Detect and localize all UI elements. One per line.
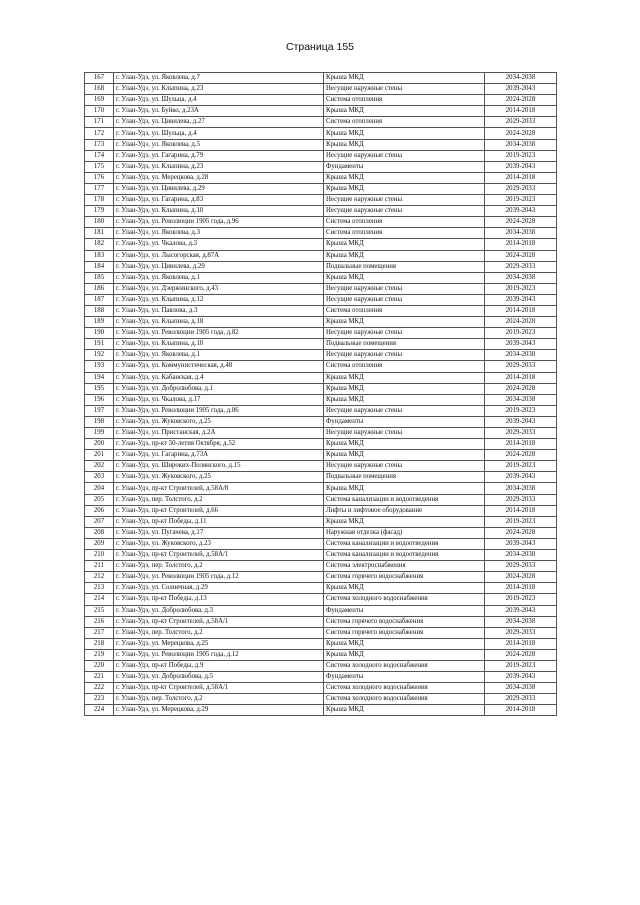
period-cell: 2024-2028 <box>485 317 557 328</box>
table-row <box>85 73 557 84</box>
table-row <box>85 317 557 328</box>
address-cell: г. Улан-Удэ, пр-кт Строителей, д.58А/1 <box>114 616 324 627</box>
address-cell: г. Улан-Удэ, ул. Яковлева, д.7 <box>114 73 324 84</box>
period-cell: 2024-2028 <box>485 383 557 394</box>
table-row <box>85 516 557 527</box>
row-number-cell: 196 <box>85 394 114 405</box>
period-cell: 2039-2043 <box>485 161 557 172</box>
table-row <box>85 561 557 572</box>
table-row <box>85 328 557 339</box>
address-cell: г. Улан-Удэ, пр-кт Строителей, д.58А/8 <box>114 483 324 494</box>
period-cell: 2019-2023 <box>485 594 557 605</box>
table-row <box>85 228 557 239</box>
period-cell: 2029-2033 <box>485 361 557 372</box>
address-cell: г. Улан-Удэ, ул. Чкалова, д.17 <box>114 394 324 405</box>
work-type-cell: Крыша МКД <box>324 73 485 84</box>
table-row <box>85 361 557 372</box>
work-type-cell: Крыша МКД <box>324 705 485 716</box>
table-row <box>85 250 557 261</box>
address-cell: г. Улан-Удэ, пер. Толстого, д.2 <box>114 694 324 705</box>
period-cell: 2019-2023 <box>485 283 557 294</box>
period-cell: 2034-2038 <box>485 483 557 494</box>
period-cell: 2029-2033 <box>485 117 557 128</box>
row-number-cell: 222 <box>85 683 114 694</box>
work-type-cell: Крыша МКД <box>324 239 485 250</box>
work-type-cell: Несущие наружные стены <box>324 150 485 161</box>
row-number-cell: 224 <box>85 705 114 716</box>
address-cell: г. Улан-Удэ, ул. Яковлева, д.5 <box>114 139 324 150</box>
period-cell: 2024-2028 <box>485 527 557 538</box>
address-cell: г. Улан-Удэ, ул. Шульца, д.4 <box>114 95 324 106</box>
table-row <box>85 305 557 316</box>
row-number-cell: 208 <box>85 527 114 538</box>
address-cell: г. Улан-Удэ, ул. Революции 1905 года, д.86 <box>114 405 324 416</box>
work-type-cell: Несущие наружные стены <box>324 328 485 339</box>
address-cell: г. Улан-Удэ, ул. Цивилева, д.27 <box>114 117 324 128</box>
work-type-cell: Система горячего водоснабжения <box>324 616 485 627</box>
row-number-cell: 167 <box>85 73 114 84</box>
period-cell: 2019-2023 <box>485 195 557 206</box>
row-number-cell: 179 <box>85 206 114 217</box>
period-cell: 2034-2038 <box>485 139 557 150</box>
row-number-cell: 212 <box>85 572 114 583</box>
table-row <box>85 283 557 294</box>
table-row <box>85 505 557 516</box>
row-number-cell: 183 <box>85 250 114 261</box>
address-cell: г. Улан-Удэ, пр-кт Строителей, д.66 <box>114 505 324 516</box>
table-row <box>85 350 557 361</box>
table-row <box>85 450 557 461</box>
period-cell: 2019-2023 <box>485 461 557 472</box>
row-number-cell: 211 <box>85 561 114 572</box>
work-type-cell: Подвальные помещения <box>324 339 485 350</box>
table-row <box>85 627 557 638</box>
table-row <box>85 95 557 106</box>
address-cell: г. Улан-Удэ, ул. Жуковского, д.25 <box>114 472 324 483</box>
period-cell: 2039-2043 <box>485 472 557 483</box>
work-type-cell: Подвальные помещения <box>324 472 485 483</box>
row-number-cell: 195 <box>85 383 114 394</box>
address-cell: г. Улан-Удэ, ул. Клыпина, д.10 <box>114 339 324 350</box>
work-type-cell: Несущие наружные стены <box>324 84 485 95</box>
address-cell: г. Улан-Удэ, ул. Клыпина, д.23 <box>114 161 324 172</box>
address-cell: г. Улан-Удэ, ул. Буйко, д.23А <box>114 106 324 117</box>
address-cell: г. Улан-Удэ, пр-кт Строителей, д.58А/1 <box>114 683 324 694</box>
table-row <box>85 683 557 694</box>
work-type-cell: Система отопления <box>324 95 485 106</box>
table-row <box>85 394 557 405</box>
period-cell: 2029-2033 <box>485 561 557 572</box>
address-cell: г. Улан-Удэ, ул. Мерецкова, д.28 <box>114 172 324 183</box>
period-cell: 2014-2018 <box>485 439 557 450</box>
table-row <box>85 572 557 583</box>
period-cell: 2019-2023 <box>485 150 557 161</box>
address-cell: г. Улан-Удэ, пр-кт 50-летия Октября, д.52 <box>114 439 324 450</box>
work-type-cell: Система холодного водоснабжения <box>324 694 485 705</box>
period-cell: 2039-2043 <box>485 84 557 95</box>
address-cell: г. Улан-Удэ, пер. Толстого, д.2 <box>114 494 324 505</box>
table-body <box>85 73 557 716</box>
table-row <box>85 372 557 383</box>
period-cell: 2039-2043 <box>485 605 557 616</box>
table-row <box>85 461 557 472</box>
address-cell: г. Улан-Удэ, ул. Кабанская, д.4 <box>114 372 324 383</box>
row-number-cell: 190 <box>85 328 114 339</box>
period-cell: 2034-2038 <box>485 550 557 561</box>
period-cell: 2029-2033 <box>485 183 557 194</box>
work-type-cell: Несущие наружные стены <box>324 428 485 439</box>
period-cell: 2024-2028 <box>485 95 557 106</box>
table-row <box>85 428 557 439</box>
table-row <box>85 84 557 95</box>
work-type-cell: Крыша МКД <box>324 516 485 527</box>
work-type-cell: Крыша МКД <box>324 583 485 594</box>
address-cell: г. Улан-Удэ, пр-кт Победы, д.9 <box>114 660 324 671</box>
period-cell: 2029-2033 <box>485 261 557 272</box>
period-cell: 2024-2028 <box>485 217 557 228</box>
address-cell: г. Улан-Удэ, ул. Клыпина, д.10 <box>114 206 324 217</box>
work-type-cell: Крыша МКД <box>324 172 485 183</box>
work-type-cell: Система холодного водоснабжения <box>324 660 485 671</box>
row-number-cell: 173 <box>85 139 114 150</box>
work-type-cell: Несущие наружные стены <box>324 350 485 361</box>
table-row <box>85 439 557 450</box>
address-cell: г. Улан-Удэ, ул. Гагарина, д.83 <box>114 195 324 206</box>
row-number-cell: 178 <box>85 195 114 206</box>
address-cell: г. Улан-Удэ, ул. Шульца, д.4 <box>114 128 324 139</box>
address-cell: г. Улан-Удэ, ул. Добролюбова, д.1 <box>114 383 324 394</box>
work-type-cell: Крыша МКД <box>324 483 485 494</box>
table-row <box>85 649 557 660</box>
period-cell: 2014-2018 <box>485 172 557 183</box>
period-cell: 2014-2018 <box>485 305 557 316</box>
address-cell: г. Улан-Удэ, ул. Коммунистическая, д.48 <box>114 361 324 372</box>
work-type-cell: Фундаменты <box>324 416 485 427</box>
period-cell: 2034-2038 <box>485 73 557 84</box>
row-number-cell: 202 <box>85 461 114 472</box>
address-cell: г. Улан-Удэ, ул. Чкалова, д.3 <box>114 239 324 250</box>
table-row <box>85 638 557 649</box>
address-cell: г. Улан-Удэ, ул. Широких-Полянского, д.15 <box>114 461 324 472</box>
work-type-cell: Крыша МКД <box>324 383 485 394</box>
address-cell: г. Улан-Удэ, ул. Гагарина, д.79 <box>114 150 324 161</box>
period-cell: 2019-2023 <box>485 328 557 339</box>
period-cell: 2024-2028 <box>485 128 557 139</box>
row-number-cell: 180 <box>85 217 114 228</box>
work-type-cell: Система электроснабжения <box>324 561 485 572</box>
address-cell: г. Улан-Удэ, ул. Павлова, д.3 <box>114 305 324 316</box>
row-number-cell: 172 <box>85 128 114 139</box>
table-row <box>85 239 557 250</box>
row-number-cell: 191 <box>85 339 114 350</box>
row-number-cell: 223 <box>85 694 114 705</box>
row-number-cell: 186 <box>85 283 114 294</box>
table-row <box>85 416 557 427</box>
period-cell: 2024-2028 <box>485 450 557 461</box>
work-type-cell: Крыша МКД <box>324 317 485 328</box>
work-type-cell: Подвальные помещения <box>324 261 485 272</box>
table-row <box>85 472 557 483</box>
period-cell: 2014-2018 <box>485 638 557 649</box>
address-cell: г. Улан-Удэ, ул. Гагарина, д.73А <box>114 450 324 461</box>
address-cell: г. Улан-Удэ, пер. Толстого, д.2 <box>114 561 324 572</box>
table-row <box>85 272 557 283</box>
work-type-cell: Лифты и лифтовое оборудование <box>324 505 485 516</box>
period-cell: 2019-2023 <box>485 516 557 527</box>
table-row <box>85 538 557 549</box>
table-row <box>85 161 557 172</box>
table-row <box>85 550 557 561</box>
row-number-cell: 198 <box>85 416 114 427</box>
row-number-cell: 188 <box>85 305 114 316</box>
address-cell: г. Улан-Удэ, ул. Яковлева, д.3 <box>114 228 324 239</box>
work-type-cell: Система канализации и водоотведения <box>324 494 485 505</box>
period-cell: 2014-2018 <box>485 239 557 250</box>
row-number-cell: 171 <box>85 117 114 128</box>
address-cell: г. Улан-Удэ, ул. Мерецкова, д.25 <box>114 638 324 649</box>
period-cell: 2014-2018 <box>485 705 557 716</box>
work-type-cell: Несущие наружные стены <box>324 294 485 305</box>
period-cell: 2034-2038 <box>485 228 557 239</box>
work-type-cell: Крыша МКД <box>324 272 485 283</box>
address-cell: г. Улан-Удэ, ул. Революции 1905 года, д.96 <box>114 217 324 228</box>
work-type-cell: Система отопления <box>324 305 485 316</box>
row-number-cell: 189 <box>85 317 114 328</box>
row-number-cell: 185 <box>85 272 114 283</box>
table-row <box>85 206 557 217</box>
work-type-cell: Система канализации и водоотведения <box>324 550 485 561</box>
table-row <box>85 660 557 671</box>
work-type-cell: Система горячего водоснабжения <box>324 572 485 583</box>
row-number-cell: 221 <box>85 672 114 683</box>
row-number-cell: 194 <box>85 372 114 383</box>
period-cell: 2024-2028 <box>485 572 557 583</box>
address-cell: г. Улан-Удэ, ул. Цивилева, д.29 <box>114 261 324 272</box>
row-number-cell: 192 <box>85 350 114 361</box>
table-row <box>85 294 557 305</box>
period-cell: 2034-2038 <box>485 350 557 361</box>
address-cell: г. Улан-Удэ, пр-кт Победы, д.11 <box>114 516 324 527</box>
table-row <box>85 128 557 139</box>
period-cell: 2039-2043 <box>485 538 557 549</box>
table-row <box>85 605 557 616</box>
row-number-cell: 207 <box>85 516 114 527</box>
table-row <box>85 217 557 228</box>
address-cell: г. Улан-Удэ, ул. Добролюбова, д.5 <box>114 672 324 683</box>
period-cell: 2024-2028 <box>485 250 557 261</box>
period-cell: 2039-2043 <box>485 672 557 683</box>
work-type-cell: Система горячего водоснабжения <box>324 627 485 638</box>
period-cell: 2014-2018 <box>485 505 557 516</box>
work-type-cell: Фундаменты <box>324 672 485 683</box>
table-row <box>85 405 557 416</box>
period-cell: 2039-2043 <box>485 339 557 350</box>
work-type-cell: Несущие наружные стены <box>324 283 485 294</box>
period-cell: 2034-2038 <box>485 683 557 694</box>
period-cell: 2039-2043 <box>485 416 557 427</box>
address-cell: г. Улан-Удэ, ул. Солнечная, д.29 <box>114 583 324 594</box>
row-number-cell: 176 <box>85 172 114 183</box>
table-row <box>85 261 557 272</box>
row-number-cell: 175 <box>85 161 114 172</box>
table-row <box>85 195 557 206</box>
row-number-cell: 218 <box>85 638 114 649</box>
work-type-cell: Несущие наружные стены <box>324 405 485 416</box>
period-cell: 2039-2043 <box>485 206 557 217</box>
address-cell: г. Улан-Удэ, ул. Клыпина, д.18 <box>114 317 324 328</box>
row-number-cell: 220 <box>85 660 114 671</box>
period-cell: 2029-2033 <box>485 627 557 638</box>
address-cell: г. Улан-Удэ, ул. Революции 1905 года, д.82 <box>114 328 324 339</box>
row-number-cell: 204 <box>85 483 114 494</box>
work-type-cell: Крыша МКД <box>324 139 485 150</box>
work-type-cell: Фундаменты <box>324 161 485 172</box>
work-type-cell: Наружная отделка (фасад) <box>324 527 485 538</box>
table-row <box>85 672 557 683</box>
address-cell: г. Улан-Удэ, ул. Революции 1905 года, д.12 <box>114 572 324 583</box>
work-type-cell: Несущие наружные стены <box>324 461 485 472</box>
row-number-cell: 217 <box>85 627 114 638</box>
address-cell: г. Улан-Удэ, ул. Пугачева, д.17 <box>114 527 324 538</box>
address-cell: г. Улан-Удэ, ул. Мерецкова, д.29 <box>114 705 324 716</box>
work-type-cell: Крыша МКД <box>324 250 485 261</box>
table-row <box>85 106 557 117</box>
address-cell: г. Улан-Удэ, ул. Яковлева, д.1 <box>114 272 324 283</box>
row-number-cell: 182 <box>85 239 114 250</box>
work-type-cell: Система отопления <box>324 117 485 128</box>
row-number-cell: 200 <box>85 439 114 450</box>
work-type-cell: Крыша МКД <box>324 183 485 194</box>
table-row <box>85 583 557 594</box>
period-cell: 2024-2028 <box>485 649 557 660</box>
work-type-cell: Крыша МКД <box>324 649 485 660</box>
address-cell: г. Улан-Удэ, ул. Пристанская, д.2А <box>114 428 324 439</box>
table-row <box>85 150 557 161</box>
row-number-cell: 206 <box>85 505 114 516</box>
row-number-cell: 184 <box>85 261 114 272</box>
table-row <box>85 172 557 183</box>
address-cell: г. Улан-Удэ, пр-кт Победы, д.13 <box>114 594 324 605</box>
address-cell: г. Улан-Удэ, ул. Лысогорская, д.87А <box>114 250 324 261</box>
period-cell: 2039-2043 <box>485 294 557 305</box>
row-number-cell: 201 <box>85 450 114 461</box>
work-type-cell: Система канализации и водоотведения <box>324 538 485 549</box>
row-number-cell: 205 <box>85 494 114 505</box>
address-cell: г. Улан-Удэ, пр-кт Строителей, д.58А/1 <box>114 550 324 561</box>
period-cell: 2034-2038 <box>485 616 557 627</box>
row-number-cell: 199 <box>85 428 114 439</box>
row-number-cell: 215 <box>85 605 114 616</box>
period-cell: 2014-2018 <box>485 106 557 117</box>
work-type-cell: Система отопления <box>324 361 485 372</box>
row-number-cell: 210 <box>85 550 114 561</box>
page-title: Страница 155 <box>285 41 355 53</box>
row-number-cell: 203 <box>85 472 114 483</box>
work-type-cell: Крыша МКД <box>324 372 485 383</box>
row-number-cell: 197 <box>85 405 114 416</box>
table-row <box>85 339 557 350</box>
address-cell: г. Улан-Удэ, ул. Яковлева, д.1 <box>114 350 324 361</box>
row-number-cell: 181 <box>85 228 114 239</box>
address-cell: г. Улан-Удэ, ул. Клыпина, д.23 <box>114 84 324 95</box>
table-row <box>85 483 557 494</box>
row-number-cell: 168 <box>85 84 114 95</box>
work-type-cell: Система отопления <box>324 228 485 239</box>
row-number-cell: 177 <box>85 183 114 194</box>
period-cell: 2019-2023 <box>485 660 557 671</box>
work-type-cell: Несущие наружные стены <box>324 206 485 217</box>
work-type-cell: Крыша МКД <box>324 106 485 117</box>
address-cell: г. Улан-Удэ, ул. Революции 1905 года, д.12 <box>114 649 324 660</box>
work-type-cell: Крыша МКД <box>324 439 485 450</box>
table-row <box>85 494 557 505</box>
row-number-cell: 209 <box>85 538 114 549</box>
address-cell: г. Улан-Удэ, ул. Жуковского, д.25 <box>114 416 324 427</box>
work-type-cell: Крыша МКД <box>324 128 485 139</box>
row-number-cell: 174 <box>85 150 114 161</box>
work-type-cell: Крыша МКД <box>324 450 485 461</box>
period-cell: 2034-2038 <box>485 272 557 283</box>
row-number-cell: 214 <box>85 594 114 605</box>
work-type-cell: Крыша МКД <box>324 638 485 649</box>
work-type-cell: Система отопления <box>324 217 485 228</box>
period-cell: 2029-2033 <box>485 428 557 439</box>
period-cell: 2029-2033 <box>485 694 557 705</box>
table-row <box>85 383 557 394</box>
table-row <box>85 117 557 128</box>
address-cell: г. Улан-Удэ, ул. Добролюбова, д.3 <box>114 605 324 616</box>
row-number-cell: 216 <box>85 616 114 627</box>
work-type-cell: Система холодного водоснабжения <box>324 594 485 605</box>
row-number-cell: 213 <box>85 583 114 594</box>
address-cell: г. Улан-Удэ, ул. Дзержинского, д.43 <box>114 283 324 294</box>
work-type-cell: Система холодного водоснабжения <box>324 683 485 694</box>
address-cell: г. Улан-Удэ, ул. Цивилева, д.29 <box>114 183 324 194</box>
table-row <box>85 594 557 605</box>
period-cell: 2029-2033 <box>485 494 557 505</box>
row-number-cell: 169 <box>85 95 114 106</box>
work-type-cell: Крыша МКД <box>324 394 485 405</box>
table-row <box>85 705 557 716</box>
period-cell: 2014-2018 <box>485 583 557 594</box>
table-row <box>85 616 557 627</box>
row-number-cell: 193 <box>85 361 114 372</box>
work-type-cell: Несущие наружные стены <box>324 195 485 206</box>
row-number-cell: 170 <box>85 106 114 117</box>
table-row <box>85 183 557 194</box>
row-number-cell: 219 <box>85 649 114 660</box>
address-cell: г. Улан-Удэ, ул. Жуковского, д.23 <box>114 538 324 549</box>
period-cell: 2019-2023 <box>485 405 557 416</box>
work-type-cell: Фундаменты <box>324 605 485 616</box>
address-cell: г. Улан-Удэ, пер. Толстого, д.2 <box>114 627 324 638</box>
table-row <box>85 139 557 150</box>
table-row <box>85 527 557 538</box>
address-cell: г. Улан-Удэ, ул. Клыпина, д.12 <box>114 294 324 305</box>
table-row <box>85 694 557 705</box>
row-number-cell: 187 <box>85 294 114 305</box>
period-cell: 2034-2038 <box>485 394 557 405</box>
period-cell: 2014-2018 <box>485 372 557 383</box>
repair-schedule-table <box>84 72 557 716</box>
